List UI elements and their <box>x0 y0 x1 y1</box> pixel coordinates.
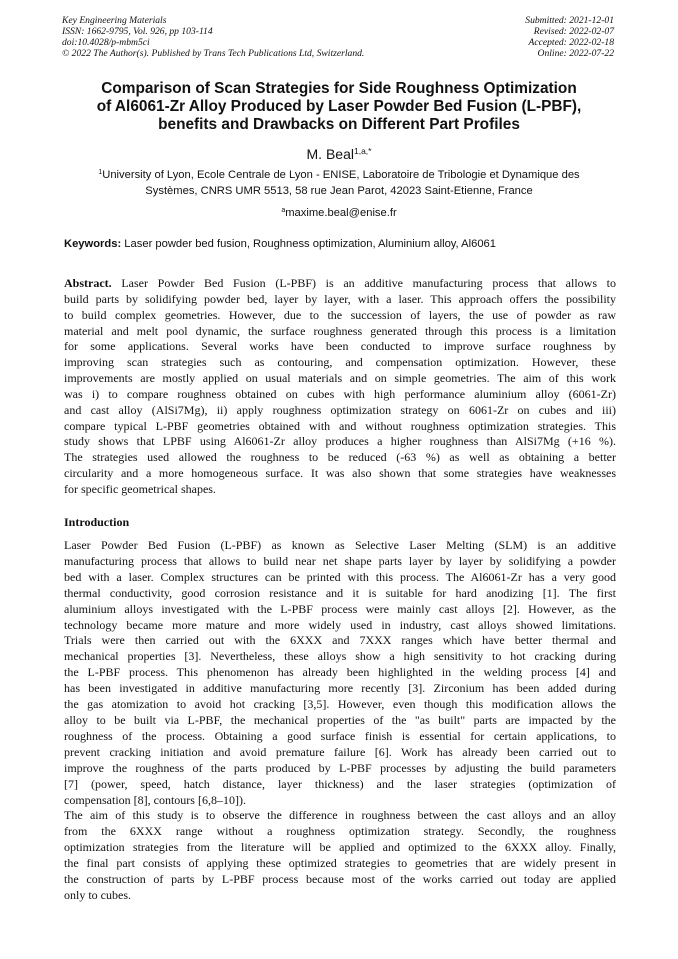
abstract-line: to build complex geometries. However, due to the succession of layers, the use of powder as raw <box>64 307 616 322</box>
intro-line: thermal conductivity, good corrosion resistance and it is suitable for hard anodizing [1]. The first <box>64 585 616 600</box>
abstract-line: material and melt pool dynamic, the surface roughness generated through this process is a limitation <box>64 323 616 338</box>
doi-line: doi:10.4028/p-mbm5ci <box>62 37 150 48</box>
keywords-text: Laser powder bed fusion, Roughness optimization, Aluminium alloy, Al6061 <box>121 238 496 250</box>
intro-line: technology became more mature and more widely used in industry, cast alloys showed limitations. <box>64 617 616 632</box>
introduction-body <box>64 538 616 904</box>
title-line: benefits and Drawbacks on Different Part Profiles <box>158 116 520 133</box>
intro-line: the final part consists of applying these optimized strategies to geometries that are widely present in <box>64 856 616 871</box>
abstract-line: for specific geometrical shapes. <box>64 481 216 496</box>
introduction-heading: Introduction <box>64 515 130 529</box>
abstract-line: and cast alloy (AlSi7Mg), ii) apply roughness optimization strategy on 6061-Zr on cubes and iii) <box>64 402 616 417</box>
abstract-line: The strategies used allowed the roughness to be reduced (-63 %) as well as obtaining a better <box>64 450 616 465</box>
revised-date: Revised: 2022-02-07 <box>533 26 614 37</box>
intro-line: manufacturing process that allows to build near net shape parts layer by layer by solidifying a powder <box>64 553 616 568</box>
intro-line: optimization strategies from the literature will be applied and optimized to the 6XXX alloy. Finally, <box>64 840 616 855</box>
email-superscript: a <box>281 207 286 214</box>
abstract-line: improving scan strategies such as contouring, and compensation optimization. However, these <box>64 355 616 370</box>
abstract-line: Laser Powder Bed Fusion (L-PBF) is an additive manufacturing process that allows to <box>111 276 616 290</box>
intro-line: improve the roughness of the parts produced by L-PBF processes by adjusting the build parameters <box>64 760 616 775</box>
abstract <box>64 276 616 498</box>
introduction-paragraph-1 <box>64 538 616 808</box>
keywords <box>64 236 616 252</box>
intro-line: the construction of parts by L-PBF process because most of the works carried out today are applied <box>64 872 616 887</box>
accepted-date: Accepted: 2022-02-18 <box>528 37 614 48</box>
title-line: of Al6061-Zr Alloy Produced by Laser Powder Bed Fusion (L-PBF), <box>96 98 582 115</box>
abstract-line: improvements are mostly applied on usual materials and on simple geometries. The aim of this work <box>64 371 616 386</box>
intro-line: [7] (power, speed, hatch distance, layer thickness) and the laser strategies (optimization of <box>64 776 616 791</box>
intro-line: Laser Powder Bed Fusion (L-PBF) as known as Selective Laser Melting (SLM) is an additive <box>64 538 616 552</box>
online-date: Online: 2022-07-22 <box>537 48 614 59</box>
intro-line: compensation [8], contours [6,8–10]). <box>64 792 246 807</box>
author-superscript: 1,a,* <box>353 146 372 156</box>
intro-line: mechanical properties [3]. Nevertheless, these alloys show a high sensitivity to hot cracking during <box>64 649 616 664</box>
author-name: M. Beal <box>306 146 354 162</box>
author-line <box>0 142 678 163</box>
abstract-line: for some applications. Several works have been conducted to improve surface roughness by <box>64 339 616 354</box>
intro-line: the L-PBF process. This phenomenon has already been highlighted in the welding process [4] and <box>64 665 616 680</box>
intro-line: roughness of the process. Obtaining a good surface finish is essential for certain applications, to <box>64 728 616 743</box>
abstract-label: Abstract. <box>64 276 112 290</box>
intro-line: has been investigated in additive manufacturing more recently [3]. Zirconium has been added during <box>64 681 616 696</box>
paper-title <box>40 80 638 134</box>
intro-line: from the 6XXX range without a roughness optimization strategy. Secondly, the roughness <box>64 824 616 839</box>
journal-name: Key Engineering Materials <box>62 15 167 26</box>
affiliation-line: Systèmes, CNRS UMR 5513, 58 rue Jean Parot, 42023 Saint-Etienne, France <box>145 185 533 197</box>
abstract-line: study shows that LPBF using Al6061-Zr alloy produces a higher roughness than AlSi7Mg (+16 %). <box>64 434 616 449</box>
abstract-line: compare typical L-PBF geometries obtained with and without roughness optimization strategies. This <box>64 418 616 433</box>
keywords-label: Keywords: <box>64 238 122 250</box>
email-address[interactable]: maxime.beal@enise.fr <box>285 207 397 219</box>
affiliation-superscript: 1 <box>98 169 103 176</box>
copyright-line: © 2022 The Author(s). Published by Trans Tech Publications Ltd, Switzerland. <box>62 48 365 59</box>
title-line: Comparison of Scan Strategies for Side Roughness Optimization <box>101 80 577 97</box>
introduction-paragraph-2 <box>64 808 616 903</box>
intro-line: Trials were then carried out with the 6XXX and 7XXX ranges which have better thermal and <box>64 633 616 648</box>
intro-line: alloy to be built via L-PBF, the mechanical properties of the "as built" parts are impacted by the <box>64 712 616 727</box>
email-line <box>0 203 678 221</box>
submitted-date: Submitted: 2021-12-01 <box>525 15 614 26</box>
intro-line: The aim of this study is to observe the difference in roughness between the cast alloys and an alloy <box>64 808 616 823</box>
journal-header-left <box>62 15 364 59</box>
affiliation-line: University of Lyon, Ecole Centrale de Lyon - ENISE, Laboratoire de Tribologie et Dynamique des <box>102 169 580 181</box>
intro-line: the gas atomization to avoid hot cracking [3,5]. However, even though this modification allows the <box>64 697 616 712</box>
intro-line: prevent cracking initiation and avoid premature failure [6]. Work has already been carried out to <box>64 744 616 759</box>
journal-header-right <box>525 15 614 59</box>
affiliation <box>50 165 628 199</box>
abstract-line: was i) to compare roughness obtained on cubes with high performance aluminium alloy (6061-Zr) <box>64 386 616 401</box>
abstract-line: circularity and a more homogeneous surface. It was also shown that some strategies have weaknesses <box>64 466 616 481</box>
intro-line: only to cubes. <box>64 887 131 902</box>
intro-line: bed with a laser. Complex structures can be printed with this process. The Al6061-Zr has a very good <box>64 569 616 584</box>
abstract-line: build parts by solidifying powder bed, layer by layer, with a laser. This approach offers the possibility <box>64 291 616 306</box>
intro-line: aluminium alloys investigated with the L-PBF process were mainly cast alloys [2]. However, as the <box>64 601 616 616</box>
issn-line: ISSN: 1662-9795, Vol. 926, pp 103-114 <box>62 26 213 37</box>
